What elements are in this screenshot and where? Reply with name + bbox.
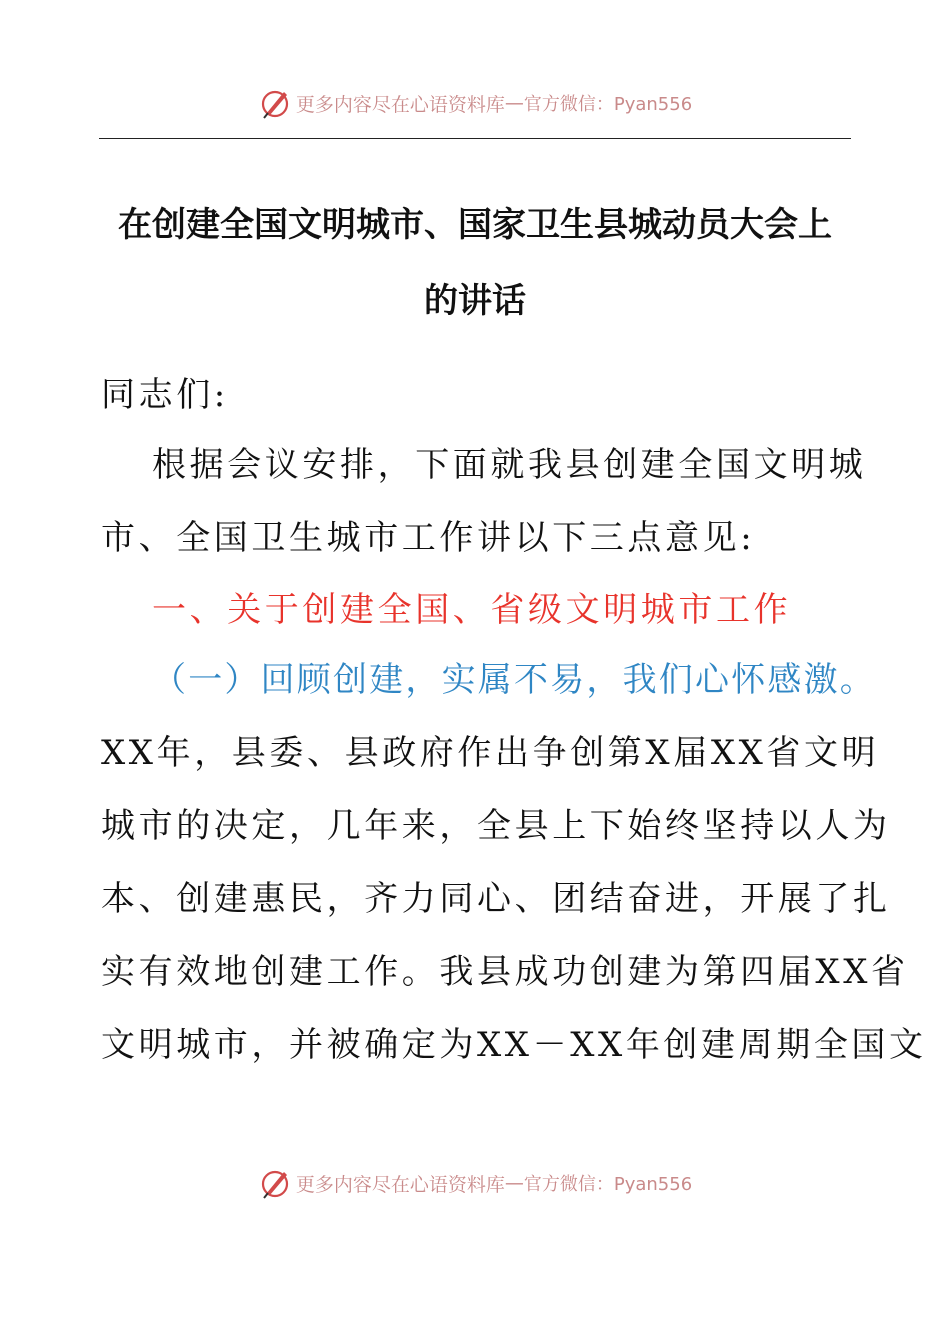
body-line: 实有效地创建工作。我县成功创建为第四届XX省 (101, 952, 909, 992)
intro-line-1: 根据会议安排，下面就我县创建全国文明城 (152, 445, 867, 485)
quill-logo-icon (258, 86, 292, 120)
body-line: XX年，县委、县政府作出争创第X届XX省文明 (101, 733, 880, 773)
watermark-separator: — (504, 1172, 524, 1194)
body-line: 城市的决定，几年来，全县上下始终坚持以人为 (101, 806, 891, 846)
document-title-line-2: 的讲话 (424, 281, 526, 321)
salutation: 同志们: (101, 375, 229, 415)
watermark-separator: — (504, 92, 524, 114)
watermark-text: 更多内容尽在心语资料库 (295, 93, 505, 116)
section-heading-1: 一、关于创建全国、省级文明城市工作 (152, 590, 792, 630)
body-line: 文明城市，并被确定为XX－XX年创建周期全国文 (101, 1025, 927, 1065)
body-line: 本、创建惠民，齐力同心、团结奋进，开展了扎 (101, 879, 891, 919)
watermark-wechat: 官方微信：Pyan556 (523, 94, 693, 115)
watermark-text: 更多内容尽在心语资料库 (295, 1173, 505, 1196)
watermark-banner-top (0, 83, 950, 123)
watermark-wechat: 官方微信：Pyan556 (523, 1174, 693, 1195)
quill-logo-icon (258, 1166, 292, 1200)
header-rule (99, 138, 851, 139)
document-title-line-1: 在创建全国文明城市、国家卫生县城动员大会上 (118, 205, 832, 245)
watermark-banner-bottom (0, 1163, 950, 1203)
intro-line-2: 市、全国卫生城市工作讲以下三点意见: (101, 518, 756, 558)
subsection-heading-1: （一）回顾创建，实属不易，我们心怀感激。 (152, 660, 876, 700)
